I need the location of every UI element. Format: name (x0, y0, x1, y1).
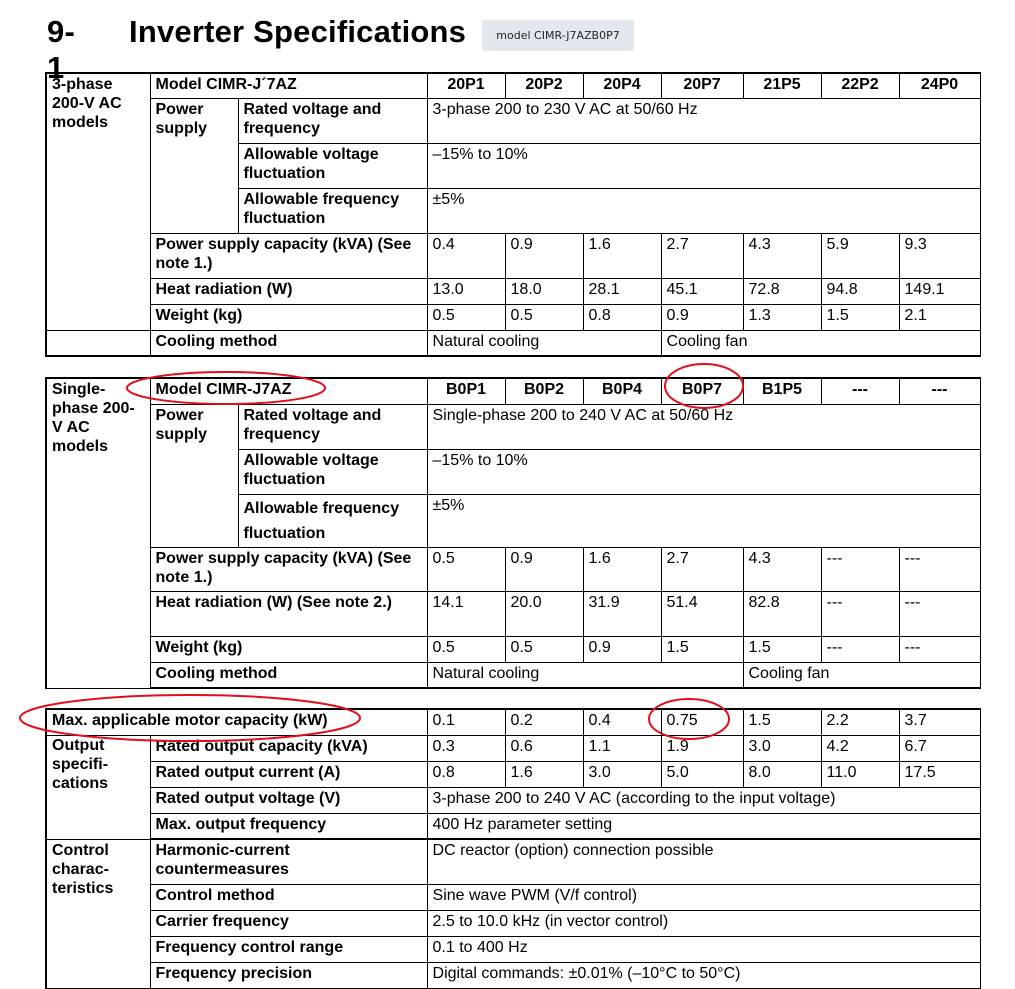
model-label: Model CIMR-J7AZ (150, 378, 427, 404)
model-badge: model CIMR-J7AZB0P7 (482, 20, 634, 51)
motor-capacity-value: 3.7 (899, 709, 980, 735)
rated-output-capacity-label: Rated output capacity (kVA) (150, 735, 427, 761)
model-cell: B1P5 (743, 378, 821, 404)
model-cell: 20P2 (505, 73, 583, 98)
cooling-fan: Cooling fan (661, 330, 980, 356)
heat-value: 18.0 (505, 278, 583, 304)
power-supply-label: Power supply (150, 98, 238, 233)
model-cell: 22P2 (821, 73, 899, 98)
control-method-value: Sine wave PWM (V/f control) (427, 884, 980, 910)
capacity-value: 0.5 (427, 547, 505, 591)
frequency-precision-value: Digital commands: ±0.01% (–10°C to 50°C) (427, 962, 980, 988)
capacity-label: Power supply capacity (kVA) (See note 1.) (150, 233, 427, 278)
max-output-frequency-value: 400 Hz parameter setting (427, 813, 980, 839)
frequency-control-range-label: Frequency control range (150, 936, 427, 962)
frequency-fluctuation-label: Allowable frequency fluctuation (238, 188, 427, 233)
motor-capacity-value: 0.1 (427, 709, 505, 735)
heat-label: Heat radiation (W) (150, 278, 427, 304)
carrier-frequency-value: 2.5 to 10.0 kHz (in vector control) (427, 910, 980, 936)
voltage-fluctuation-label: Allowable voltage fluctuation (238, 143, 427, 188)
model-cell: 21P5 (743, 73, 821, 98)
heat-value: --- (899, 591, 980, 636)
output-group-label: Output specifi-cations (46, 735, 150, 839)
capacity-value: 0.9 (505, 233, 583, 278)
heat-value: 20.0 (505, 591, 583, 636)
group-label: Single-phase 200-V AC models (46, 378, 150, 688)
frequency-control-range-row (46, 936, 980, 962)
voltage-fluctuation-value: –15% to 10% (427, 449, 980, 494)
capacity-value: 4.3 (743, 547, 821, 591)
rated-output-voltage-label: Rated output voltage (V) (150, 787, 427, 813)
model-label: Model CIMR-J´7AZ (150, 73, 427, 98)
rated-output-current-value: 17.5 (899, 761, 980, 787)
weight-row (46, 636, 980, 662)
heat-value: 94.8 (821, 278, 899, 304)
heat-value: 51.4 (661, 591, 743, 636)
harmonic-value: DC reactor (option) connection possible (427, 839, 980, 884)
capacity-value: 9.3 (899, 233, 980, 278)
rated-output-capacity-row (46, 735, 980, 761)
cooling-row (46, 662, 980, 688)
control-method-row (46, 884, 980, 910)
rated-output-voltage-value: 3-phase 200 to 240 V AC (according to the input voltage) (427, 787, 980, 813)
rated-output-capacity-value: 3.0 (743, 735, 821, 761)
motor-capacity-value: 0.4 (583, 709, 661, 735)
cooling-label: Cooling method (150, 330, 427, 356)
rated-output-capacity-value: 0.6 (505, 735, 583, 761)
model-row (46, 378, 980, 404)
weight-label: Weight (kg) (150, 304, 427, 330)
heat-label: Heat radiation (W) (See note 2.) (150, 591, 427, 636)
heat-value: 82.8 (743, 591, 821, 636)
cooling-natural: Natural cooling (427, 330, 661, 356)
weight-value: 1.5 (661, 636, 743, 662)
weight-value: 0.9 (661, 304, 743, 330)
heat-row (46, 278, 980, 304)
model-cell: --- (899, 378, 980, 404)
cooling-natural: Natural cooling (427, 662, 743, 688)
rated-output-current-value: 5.0 (661, 761, 743, 787)
weight-value: 0.5 (427, 304, 505, 330)
single-phase-spec-table (45, 377, 981, 689)
frequency-precision-label: Frequency precision (150, 962, 427, 988)
harmonic-label: Harmonic-current countermeasures (150, 839, 427, 884)
max-output-frequency-row (46, 813, 980, 839)
model-cell: B0P2 (505, 378, 583, 404)
rated-output-capacity-value: 4.2 (821, 735, 899, 761)
capacity-value: 0.4 (427, 233, 505, 278)
heat-value: 149.1 (899, 278, 980, 304)
model-cell: 20P1 (427, 73, 505, 98)
weight-value: --- (899, 636, 980, 662)
capacity-value: --- (899, 547, 980, 591)
rated-output-voltage-row (46, 787, 980, 813)
rated-output-current-value: 3.0 (583, 761, 661, 787)
weight-value: 0.5 (427, 636, 505, 662)
frequency-precision-row (46, 962, 980, 988)
carrier-frequency-row (46, 910, 980, 936)
motor-capacity-row (46, 709, 980, 735)
three-phase-spec-table (45, 72, 981, 357)
cooling-fan: Cooling fan (743, 662, 980, 688)
rated-voltage-value: Single-phase 200 to 240 V AC at 50/60 Hz (427, 404, 980, 449)
heat-row (46, 591, 980, 636)
control-group-label: Control charac-teristics (46, 839, 150, 988)
motor-capacity-value: 0.2 (505, 709, 583, 735)
rated-output-current-row (46, 761, 980, 787)
capacity-value: 1.6 (583, 547, 661, 591)
output-control-spec-table (45, 708, 981, 989)
weight-value: --- (821, 636, 899, 662)
heat-value: 13.0 (427, 278, 505, 304)
harmonic-row (46, 839, 980, 884)
model-row (46, 73, 980, 98)
rated-output-current-label: Rated output current (A) (150, 761, 427, 787)
heat-value: 72.8 (743, 278, 821, 304)
carrier-frequency-label: Carrier frequency (150, 910, 427, 936)
heat-value: 14.1 (427, 591, 505, 636)
capacity-row (46, 547, 980, 591)
weight-value: 0.5 (505, 304, 583, 330)
model-cell: 20P7 (661, 73, 743, 98)
capacity-value: 4.3 (743, 233, 821, 278)
cooling-label: Cooling method (150, 662, 427, 688)
weight-value: 1.5 (743, 636, 821, 662)
capacity-value: 1.6 (583, 233, 661, 278)
motor-capacity-value: 2.2 (821, 709, 899, 735)
frequency-fluctuation-value: ±5% (427, 188, 980, 233)
model-cell: --- (821, 378, 899, 404)
rated-output-capacity-value: 6.7 (899, 735, 980, 761)
rated-voltage-label: Rated voltage and frequency (238, 404, 427, 449)
rated-voltage-row (46, 98, 980, 143)
weight-value: 0.5 (505, 636, 583, 662)
frequency-fluctuation-label: Allowable frequency fluctuation (238, 494, 427, 547)
max-output-frequency-label: Max. output frequency (150, 813, 427, 839)
model-cell: B0P7 (661, 378, 743, 404)
weight-value: 0.8 (583, 304, 661, 330)
weight-row (46, 304, 980, 330)
heat-value: 45.1 (661, 278, 743, 304)
group-label: 3-phase 200-V AC models (46, 73, 150, 330)
weight-value: 0.9 (583, 636, 661, 662)
page-title: Inverter Specifications (129, 14, 467, 49)
heat-value: --- (821, 591, 899, 636)
weight-value: 1.5 (821, 304, 899, 330)
heat-value: 31.9 (583, 591, 661, 636)
power-supply-label: Power supply (150, 404, 238, 547)
capacity-value: 2.7 (661, 233, 743, 278)
capacity-value: 0.9 (505, 547, 583, 591)
rated-voltage-label: Rated voltage and frequency (238, 98, 427, 143)
rated-output-current-value: 8.0 (743, 761, 821, 787)
motor-capacity-value: 0.75 (661, 709, 743, 735)
voltage-fluctuation-value: –15% to 10% (427, 143, 980, 188)
frequency-fluctuation-value: ±5% (427, 494, 980, 547)
control-method-label: Control method (150, 884, 427, 910)
capacity-row (46, 233, 980, 278)
rated-output-capacity-value: 1.1 (583, 735, 661, 761)
capacity-label: Power supply capacity (kVA) (See note 1.) (150, 547, 427, 591)
rated-output-current-value: 11.0 (821, 761, 899, 787)
group-label-filler (46, 330, 150, 356)
heat-value: 28.1 (583, 278, 661, 304)
section-number: 9-1 (47, 14, 75, 85)
model-cell: B0P4 (583, 378, 661, 404)
model-cell: 20P4 (583, 73, 661, 98)
rated-voltage-row (46, 404, 980, 449)
motor-capacity-value: 1.5 (743, 709, 821, 735)
rated-output-current-value: 1.6 (505, 761, 583, 787)
capacity-value: 2.7 (661, 547, 743, 591)
rated-output-capacity-value: 0.3 (427, 735, 505, 761)
cooling-row (46, 330, 980, 356)
rated-output-current-value: 0.8 (427, 761, 505, 787)
frequency-control-range-value: 0.1 to 400 Hz (427, 936, 980, 962)
capacity-value: 5.9 (821, 233, 899, 278)
rated-output-capacity-value: 1.9 (661, 735, 743, 761)
weight-label: Weight (kg) (150, 636, 427, 662)
rated-voltage-value: 3-phase 200 to 230 V AC at 50/60 Hz (427, 98, 980, 143)
weight-value: 1.3 (743, 304, 821, 330)
motor-capacity-label: Max. applicable motor capacity (kW) (46, 709, 427, 735)
weight-value: 2.1 (899, 304, 980, 330)
capacity-value: --- (821, 547, 899, 591)
model-cell: 24P0 (899, 73, 980, 98)
model-cell: B0P1 (427, 378, 505, 404)
voltage-fluctuation-label: Allowable voltage fluctuation (238, 449, 427, 494)
